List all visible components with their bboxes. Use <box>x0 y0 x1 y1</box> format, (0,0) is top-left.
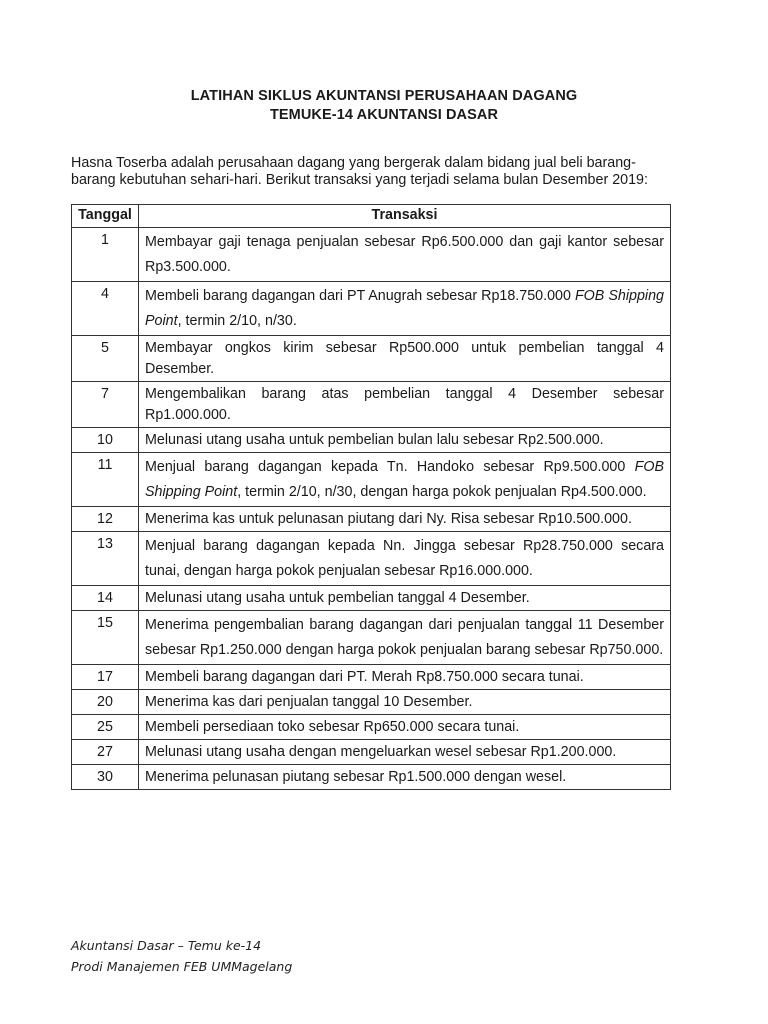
row-tanggal: 4 <box>72 282 139 336</box>
transaction-text: Menjual barang dagangan kepada Tn. Handoko sebesar Rp9.500.000 <box>145 459 635 475</box>
table-row <box>72 382 671 428</box>
transaction-terms: , termin 2/10, n/30, dengan harga pokok penjualan Rp4.500.000. <box>237 484 647 500</box>
row-tanggal: 14 <box>72 586 139 611</box>
transaction-text: Melunasi utang usaha untuk pembelian tanggal 4 Desember. <box>145 590 530 606</box>
transaction-text: Membeli persediaan toko sebesar Rp650.000 secara tunai. <box>145 719 520 735</box>
transaction-text: Menerima pengembalian barang dagangan dari penjualan tanggal 11 Desember sebesar Rp1.250.000 dengan harga pokok penjualan barang sebesar Rp750.000. <box>145 617 664 658</box>
transaction-text: Menerima kas dari penjualan tanggal 10 Desember. <box>145 694 473 710</box>
row-tanggal: 12 <box>72 507 139 532</box>
transactions-body <box>72 228 671 790</box>
row-transaksi <box>139 228 671 282</box>
row-transaksi <box>139 336 671 382</box>
table-row <box>72 690 671 715</box>
table-row <box>72 282 671 336</box>
document-subtitle: TEMUKE-14 AKUNTANSI DASAR <box>269 107 499 123</box>
transaction-text: Membeli barang dagangan dari PT Anugrah sebesar Rp18.750.000 <box>145 288 575 304</box>
document-title: LATIHAN SIKLUS AKUNTANSI PERUSAHAAN DAGANG <box>190 88 578 104</box>
header-tanggal: Tanggal <box>72 205 139 228</box>
transaction-text: Menerima pelunasan piutang sebesar Rp1.500.000 dengan wesel. <box>145 769 567 785</box>
transaction-text: Membeli barang dagangan dari PT. Merah Rp8.750.000 secara tunai. <box>145 669 584 685</box>
row-tanggal: 11 <box>72 453 139 507</box>
table-row <box>72 665 671 690</box>
intro-paragraph: Hasna Toserba adalah perusahaan dagang yang bergerak dalam bidang jual beli barang-barang kebutuhan sehari-hari. Berikut transaksi yang terjadi selama bulan Desember 2019: <box>71 155 648 188</box>
row-tanggal: 5 <box>72 336 139 382</box>
transaction-terms: , termin 2/10, n/30. <box>177 313 297 329</box>
row-transaksi <box>139 507 671 532</box>
table-row <box>72 740 671 765</box>
transaction-text: Mengembalikan barang atas pembelian tanggal 4 Desember sebesar Rp1.000.000. <box>145 386 664 423</box>
table-row <box>72 507 671 532</box>
row-tanggal: 20 <box>72 690 139 715</box>
row-tanggal: 1 <box>72 228 139 282</box>
transaction-text: Melunasi utang usaha untuk pembelian bulan lalu sebesar Rp2.500.000. <box>145 432 604 448</box>
transactions-table <box>71 204 671 790</box>
footer-course: Akuntansi Dasar – Temu ke-14 <box>71 938 262 953</box>
header-transaksi: Transaksi <box>139 205 671 228</box>
footer-institution: Prodi Manajemen FEB UMMagelang <box>71 959 293 974</box>
row-tanggal: 10 <box>72 428 139 453</box>
row-transaksi <box>139 715 671 740</box>
table-row <box>72 765 671 790</box>
row-transaksi <box>139 453 671 507</box>
row-transaksi <box>139 740 671 765</box>
row-transaksi <box>139 382 671 428</box>
table-row <box>72 336 671 382</box>
row-transaksi <box>139 611 671 665</box>
row-transaksi <box>139 690 671 715</box>
row-tanggal: 15 <box>72 611 139 665</box>
row-tanggal: 13 <box>72 532 139 586</box>
row-tanggal: 7 <box>72 382 139 428</box>
table-row <box>72 532 671 586</box>
table-row <box>72 453 671 507</box>
table-row <box>72 428 671 453</box>
transaction-text: Melunasi utang usaha dengan mengeluarkan wesel sebesar Rp1.200.000. <box>145 744 617 760</box>
row-tanggal: 25 <box>72 715 139 740</box>
row-tanggal: 17 <box>72 665 139 690</box>
shipping-term: FOB Shipping Point <box>145 459 664 500</box>
row-tanggal: 27 <box>72 740 139 765</box>
row-transaksi <box>139 282 671 336</box>
table-row <box>72 586 671 611</box>
transaction-text: Membayar ongkos kirim sebesar Rp500.000 untuk pembelian tanggal 4 Desember. <box>145 340 664 377</box>
table-row <box>72 228 671 282</box>
table-row <box>72 715 671 740</box>
row-transaksi <box>139 428 671 453</box>
row-transaksi <box>139 665 671 690</box>
transaction-text: Membayar gaji tenaga penjualan sebesar Rp6.500.000 dan gaji kantor sebesar Rp3.500.000. <box>145 234 664 275</box>
row-transaksi <box>139 586 671 611</box>
transaction-text: Menerima kas untuk pelunasan piutang dari Ny. Risa sebesar Rp10.500.000. <box>145 511 632 527</box>
row-transaksi <box>139 532 671 586</box>
row-transaksi <box>139 765 671 790</box>
table-row <box>72 611 671 665</box>
row-tanggal: 30 <box>72 765 139 790</box>
shipping-term: FOB Shipping Point <box>145 288 664 329</box>
transaction-text: Menjual barang dagangan kepada Nn. Jingga sebesar Rp28.750.000 secara tunai, dengan harga pokok penjualan sebesar Rp16.000.000. <box>145 538 664 579</box>
table-header-row <box>72 205 671 228</box>
